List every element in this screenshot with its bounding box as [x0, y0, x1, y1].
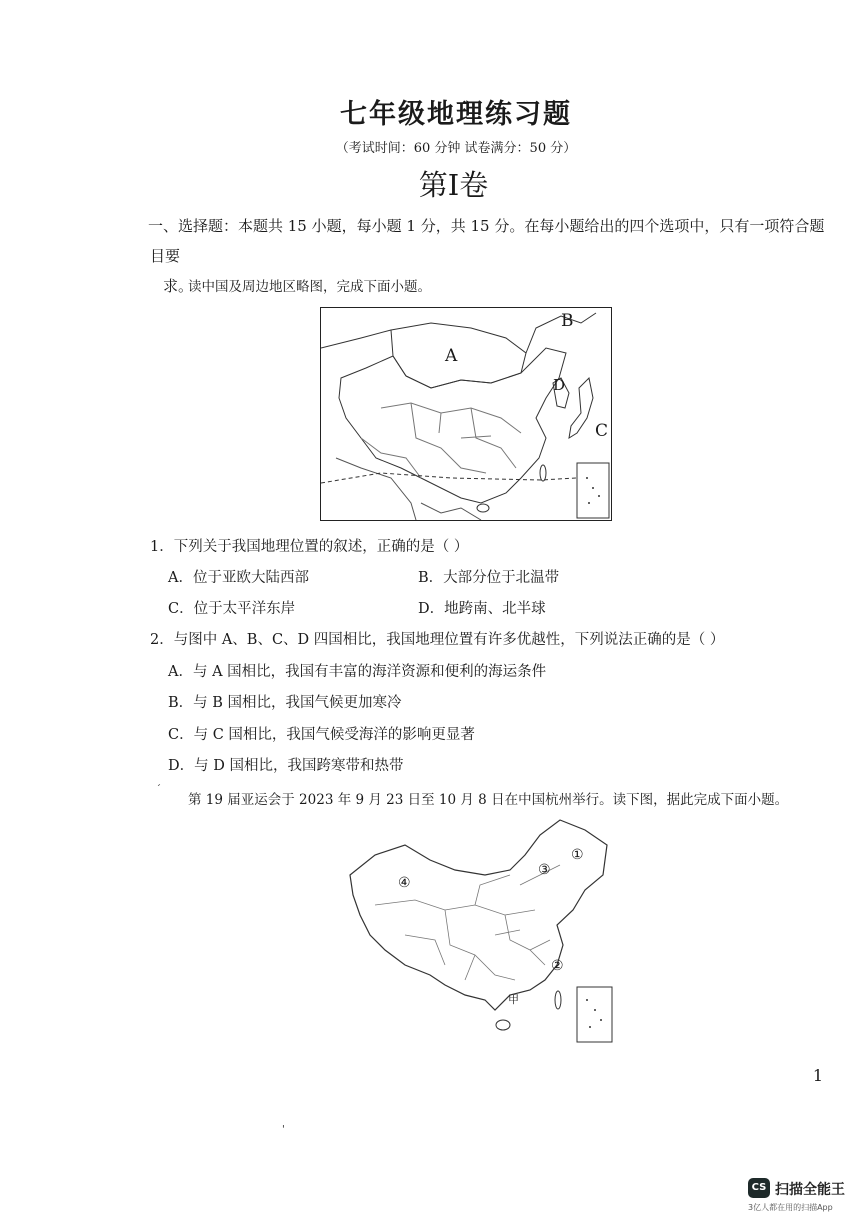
scanner-watermark	[748, 1178, 858, 1218]
section-heading-line1: 一、选择题：本题共 15 小题，每小题 1 分，共 15 分。在每小题给出的四个选项中，只有一项符合题目要	[148, 217, 825, 265]
map1-drawing	[321, 308, 611, 520]
question-2-option-b[interactable]: B．与 B 国相比，我国气候更加寒冷	[168, 695, 402, 711]
map1-label-a: A	[445, 346, 458, 366]
question-2-option-c[interactable]: C．与 C 国相比，我国气候受海洋的影响更显著	[168, 727, 475, 743]
map1-label-b: B	[561, 311, 574, 331]
scanner-logo-icon: CS	[748, 1178, 770, 1198]
intro-map2: 第 19 届亚运会于 2023 年 9 月 23 日至 10 月 8 日在中国杭州举行。读下图，据此完成下面小题。	[188, 792, 789, 808]
map2-label-3: ③	[538, 862, 551, 878]
map2-label-4: ④	[398, 875, 411, 891]
map2-label-jia: 甲	[508, 993, 519, 1006]
question-1-option-c[interactable]: C．位于太平洋东岸	[168, 601, 296, 617]
question-1-stem: 1．下列关于我国地理位置的叙述，正确的是（ ）	[150, 539, 469, 555]
volume-heading: 第I卷	[418, 168, 489, 202]
question-1-option-d[interactable]: D．地跨南、北半球	[418, 601, 546, 617]
china-surroundings-map	[320, 307, 612, 521]
question-2-stem: 2．与图中 A、B、C、D 四国相比，我国地理位置有许多优越性，下列说法正确的是（ ）	[150, 632, 725, 648]
scanner-name: 扫描全能王	[775, 1182, 845, 1198]
scan-mark: '	[282, 1124, 285, 1135]
exam-info: （考试时间：60 分钟 试卷满分：50 分）	[335, 141, 577, 156]
intro-map1: 读中国及周边地区略图，完成下面小题。	[188, 279, 431, 295]
map2-label-1: ①	[571, 847, 584, 863]
map1-label-d: D	[553, 376, 566, 394]
map2-label-2: ②	[551, 958, 564, 974]
page-title: 七年级地理练习题	[340, 99, 572, 130]
question-1-option-b[interactable]: B．大部分位于北温带	[418, 570, 560, 586]
scan-speck: ˊ	[156, 784, 161, 795]
page-number: 1	[812, 1066, 823, 1085]
question-2-option-a[interactable]: A．与 A 国相比，我国有丰富的海洋资源和便利的海运条件	[168, 664, 547, 680]
scanner-tagline: 3亿人都在用的扫描App	[748, 1203, 833, 1212]
china-provinces-map	[345, 815, 615, 1045]
question-2-option-d[interactable]: D．与 D 国相比，我国跨寒带和热带	[168, 758, 404, 774]
question-1-option-a[interactable]: A．位于亚欧大陆西部	[168, 570, 309, 586]
section-heading-line2: 求。	[163, 277, 194, 295]
map1-label-c: C	[595, 421, 609, 441]
